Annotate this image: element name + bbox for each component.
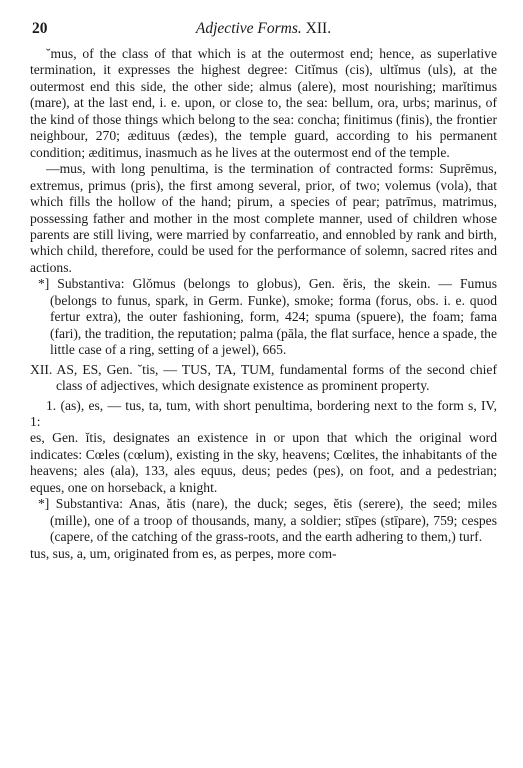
running-title (30, 20, 497, 38)
paragraph-es-itis: es, Gen. ĭtis, designates an existence in or upon that which the original word indicates: Cœles (cœlum), existing in the sky, heavens; Cœlites, the inhabitants of the heavens; ales (ala), 133, ales equus, deus; pedes (pes), on foot, and a pedestrian; eques, one on horseback, a knight. (30, 430, 497, 495)
page-number: 20 (32, 20, 48, 37)
paragraph-subsection-1: 1. (as), es, — tus, ta, tum, with short penultima, bordering next to the form s, IV, 1: (30, 397, 497, 429)
page-header (30, 20, 497, 46)
running-title-text: Adjective Forms. (195, 20, 302, 37)
running-title-section: XII. (305, 20, 332, 37)
substantiva-note-2: *] Substantiva: Anas, ătis (nare), the duck; seges, ĕtis (serere), the seed; miles (mille), one of a troop of thousands, many, a soldier; stīpes (stīpare), 759; cespes (capere, of the catching of the grass-roots, and the earth adhering to them,) turf. (38, 496, 497, 545)
paragraph-mus-long: —mus, with long penultima, is the termination of contracted forms: Suprēmus, extremus, primus (pris), the first among several, prior, of two; volemus (vola), that which fills the hollow of the hand; pirum, a species of pear; patrīmus, matrimus, possessing father and mother in the most complete manner, used of children whose parents are still living, were married by confarreatio, and ennobled by rank and birth, which child, therefore, could be used for the performance of solemn, sacred rites and actions. (30, 161, 497, 275)
section-xii-heading: XII. AS, ES, Gen. ˘tis, — TUS, TA, TUM, fundamental forms of the second chief class of adjectives, which designate existence as prominent property. (30, 361, 497, 394)
page-body (30, 46, 497, 562)
paragraph-tus-sus: tus, sus, a, um, originated from es, as perpes, more com- (30, 545, 337, 561)
paragraph-mus-short: ˘mus, of the class of that which is at the outermost end; hence, as superlative termination, it expresses the highest degree: Citĭmus (cis), ultĭmus (uls), at the outermost end this side, the other side; almus (alere), most nourishing; marĭtimus (mare), at the last end, i. e. upon, or close to, the sea: bellum, ora, urbs; marinus, of the kind of those things which belong to the sea: concha; finitimus (finis), the frontier neighbour, 270; ædituus (ædes), the temple guard, according to his permanent condition; æditimus, inasmuch as he lives at the outermost end of the temple. (30, 46, 497, 160)
substantiva-note-1: *] Substantiva: Glŏmus (belongs to globus), Gen. ĕris, the skein. — Fumus (belongs to funus, spark, in Germ. Funke), smoke; forma (forus, obs. i. e. quod fertur extra), the outer fashioning, form, 424; spuma (spuere), the foam; fama (fari), the tradition, the reputation; palma (pāla, the flat surface, hence a spade, the little case of a ring, setting of a jewel), 665. (38, 276, 497, 358)
